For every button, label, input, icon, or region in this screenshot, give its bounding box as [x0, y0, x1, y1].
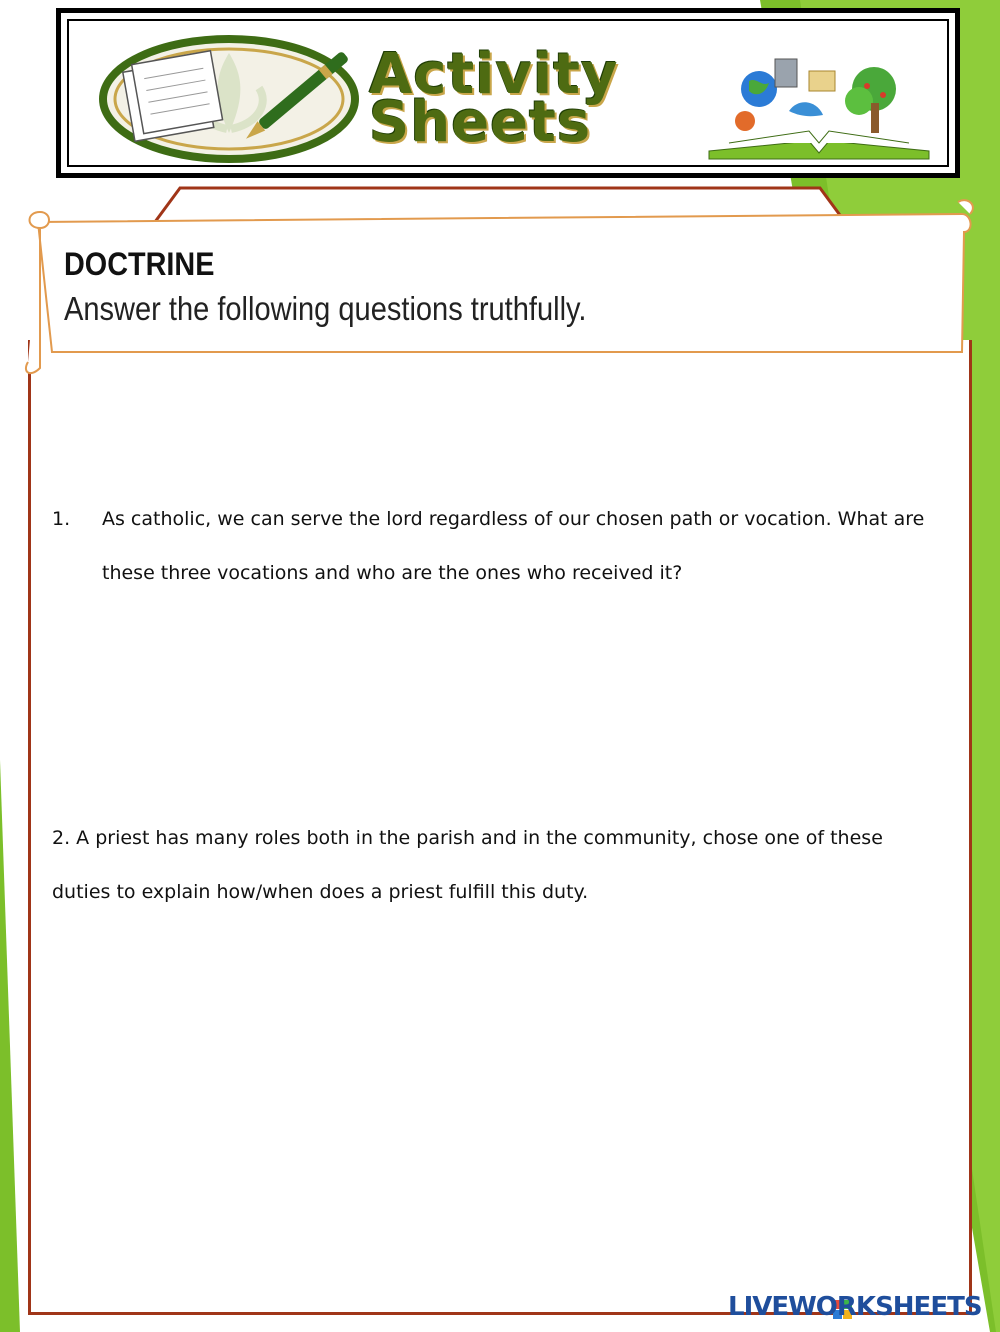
- banner-title: [369, 42, 729, 155]
- question-1-number: 1.: [52, 508, 71, 530]
- scroll-banner: [22, 192, 978, 386]
- papers-pen-logo-icon: [99, 33, 369, 163]
- watermark-text[interactable]: LIVEWORKSHEETS: [728, 1292, 982, 1322]
- question-1-text: As catholic, we can serve the lord regardless of our chosen path or vocation. What are these three vocations and who are the ones who received it?: [102, 508, 925, 584]
- activity-sheets-banner: [56, 8, 960, 178]
- subjects-decoration-icon: [699, 31, 939, 161]
- section-instruction: Answer the following questions truthfully.: [64, 290, 587, 327]
- question-2-text: 2. A priest has many roles both in the parish and in the community, chose one of these duties to explain how/when does a priest fulfill this duty.: [52, 827, 883, 903]
- banner-title-line1: Activity: [369, 42, 619, 107]
- banner-title-line2: Sheets: [369, 90, 592, 155]
- section-heading: DOCTRINE: [64, 246, 215, 282]
